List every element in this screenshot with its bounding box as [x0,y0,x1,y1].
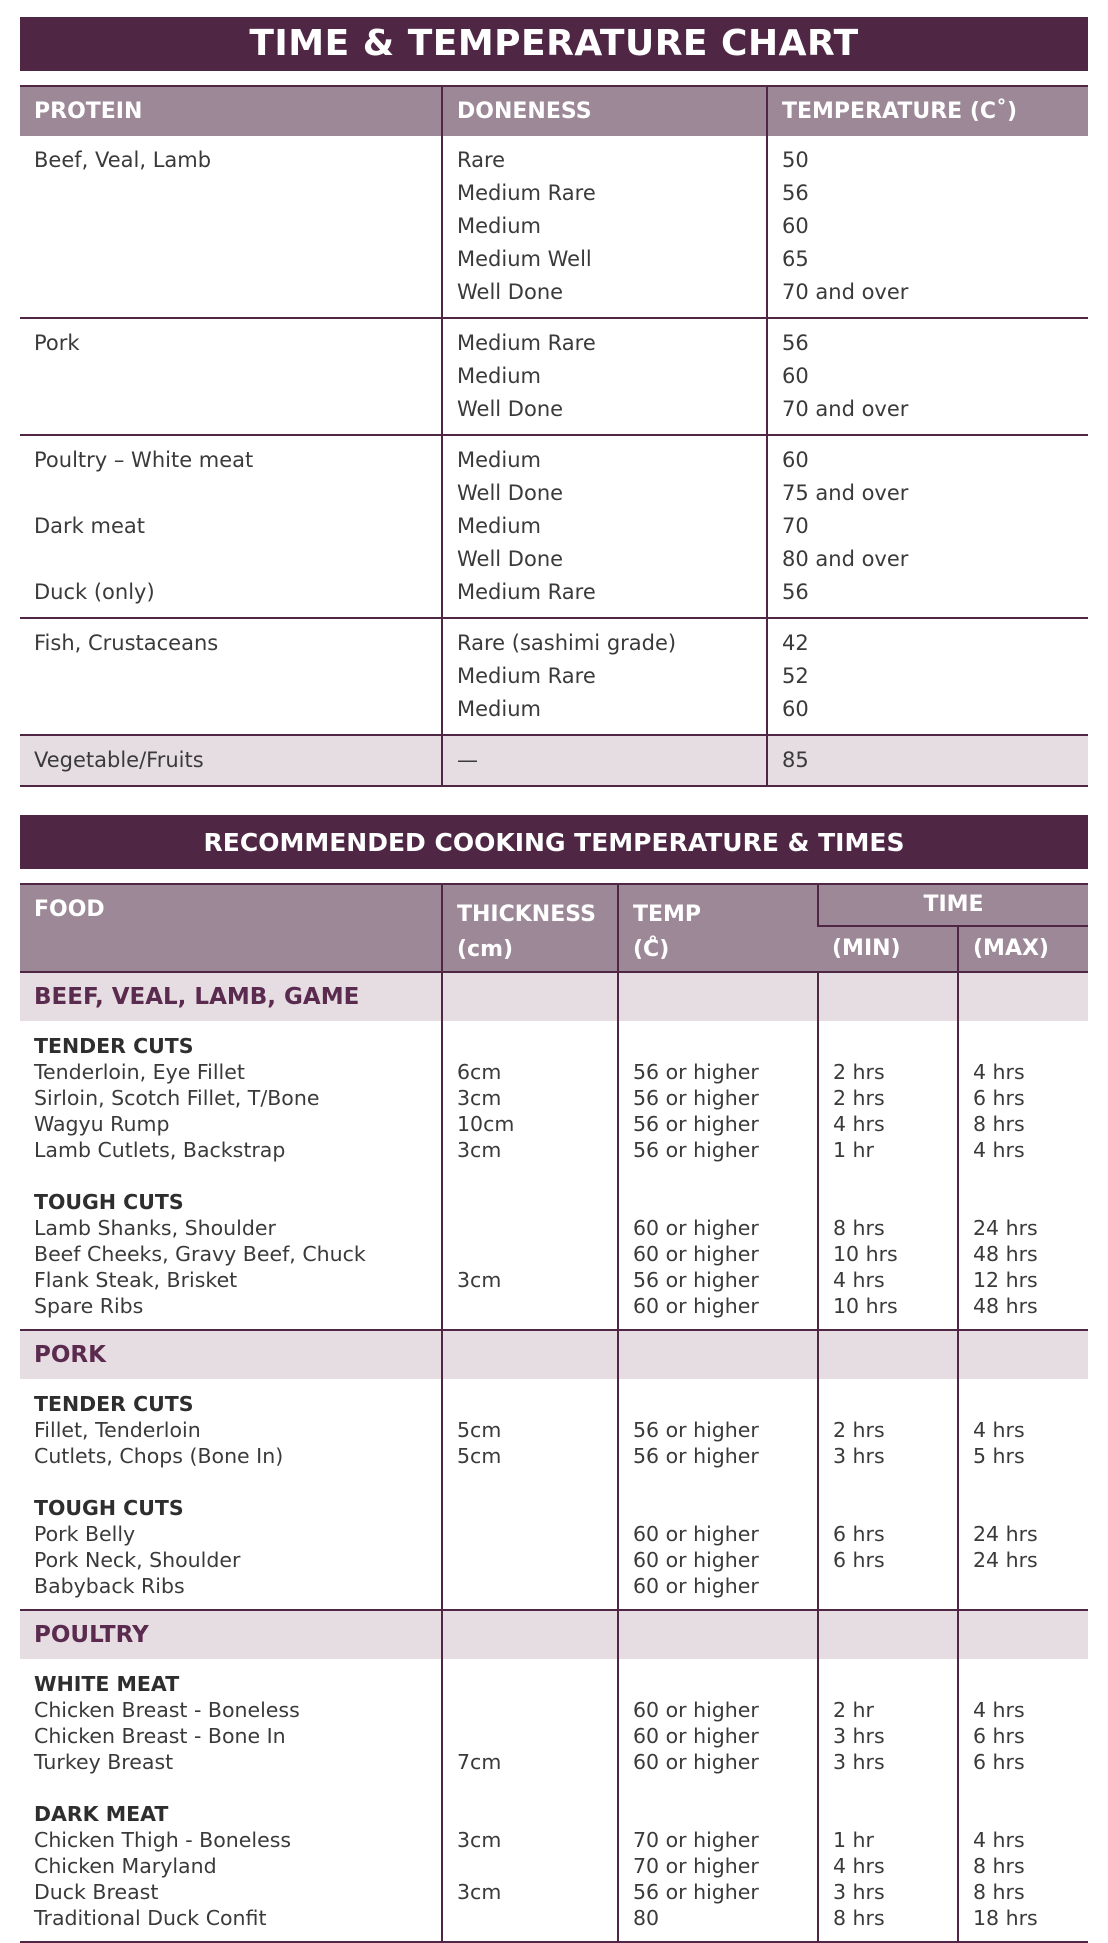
time-min-value-cell [818,1659,958,1942]
header-thickness [442,884,618,972]
category-spacer [633,1495,817,1521]
protein-name-cell [20,735,442,786]
time-min-value: 10 hrs [833,1294,898,1318]
doneness-value: Medium [457,697,541,721]
protein-name-cell [20,435,442,618]
category-spacer [833,1033,957,1059]
temp-value: 56 or higher [633,1112,759,1136]
protein-name [34,177,441,210]
time-max-value-cell [958,1659,1088,1942]
temperature-value: 85 [782,748,809,772]
temperature-value: 70 [782,514,809,538]
section-body-row [20,1379,1088,1610]
cooking-times-body [20,972,1088,1942]
protein-name-cell [20,136,442,318]
category-label: DARK MEAT [34,1802,169,1826]
time-max-value: 24 hrs [973,1216,1038,1240]
doneness-value: Medium Rare [457,580,596,604]
protein-group-row [20,136,1088,318]
temperature-value-cell [767,136,1088,318]
food-item: Chicken Breast - Bone In [34,1724,286,1748]
header-food [20,884,442,972]
temp-value: 60 or higher [633,1574,759,1598]
temperature-value: 60 [782,364,809,388]
section-empty-cell [442,1330,618,1379]
time-min-value: 3 hrs [833,1880,885,1904]
section-name: PORK [34,1342,106,1368]
thickness-value [457,1853,617,1879]
food-item: Pork Belly [34,1522,136,1546]
temperature-value: 56 [782,580,809,604]
section-empty-cell [618,1610,818,1659]
time-max-value: 4 hrs [973,1060,1025,1084]
header-protein: PROTEIN [20,86,442,136]
temperature-value: 70 and over [782,280,909,304]
category-spacer [633,1033,817,1059]
thickness-value: 7cm [457,1750,502,1774]
group-spacer [457,1163,617,1189]
time-max-value: 6 hrs [973,1086,1025,1110]
temperature-value: 56 [782,181,809,205]
time-max-value: 8 hrs [973,1880,1025,1904]
category-spacer [633,1801,817,1827]
header-time-max: (MAX) [958,926,1088,972]
time-min-value: 6 hrs [833,1548,885,1572]
protein-group-row [20,618,1088,735]
temperature-value: 80 and over [782,547,909,571]
temp-value: 60 or higher [633,1698,759,1722]
category-label: TOUGH CUTS [34,1496,184,1520]
time-min-value: 1 hr [833,1138,874,1162]
time-max-value: 24 hrs [973,1522,1038,1546]
time-max-value-cell [958,1021,1088,1330]
food-item: Traditional Duck Confit [34,1906,267,1930]
time-min-value: 2 hr [833,1698,874,1722]
thickness-value-cell [442,1659,618,1942]
header-time: TIME [818,884,1088,926]
category-spacer [833,1189,957,1215]
chart2-title: RECOMMENDED COOKING TEMPERATURE & TIMES [20,815,1088,869]
category-spacer [833,1671,957,1697]
food-item: Spare Ribs [34,1294,144,1318]
protein-name: Duck (only) [34,580,155,604]
time-min-value: 1 hr [833,1828,874,1852]
time-min-value: 8 hrs [833,1906,885,1930]
time-max-value: 6 hrs [973,1750,1025,1774]
doneness-value: Rare [457,148,506,172]
category-spacer [457,1671,617,1697]
section-name-cell [20,1330,442,1379]
protein-group-row [20,735,1088,786]
category-label: WHITE MEAT [34,1672,180,1696]
category-spacer [833,1801,957,1827]
temp-value: 60 or higher [633,1216,759,1240]
section-name-cell [20,1610,442,1659]
doneness-value: Medium [457,448,541,472]
header-time-min: (MIN) [818,926,958,972]
protein-name [34,393,441,426]
temperature-value: 56 [782,331,809,355]
food-item: Beef Cheeks, Gravy Beef, Chuck [34,1242,366,1266]
time-min-value-cell [818,1379,958,1610]
section-empty-cell [442,1610,618,1659]
group-spacer [973,1775,1088,1801]
doneness-value: Medium Rare [457,331,596,355]
group-spacer [833,1775,957,1801]
time-min-value: 2 hrs [833,1418,885,1442]
header-temperature: TEMPERATURE (C˚) [767,86,1088,136]
time-max-value [973,1573,1088,1599]
section-body-row [20,1021,1088,1330]
group-spacer [973,1163,1088,1189]
temp-value: 70 or higher [633,1828,759,1852]
temp-value: 80 [633,1906,660,1930]
time-min-value-cell [818,1021,958,1330]
doneness-value: Well Done [457,481,564,505]
category-spacer [633,1671,817,1697]
group-spacer [973,1469,1088,1495]
temp-value: 60 or higher [633,1548,759,1572]
protein-name [34,660,441,693]
temp-value: 56 or higher [633,1060,759,1084]
thickness-value: 5cm [457,1444,502,1468]
temperature-value: 70 and over [782,397,909,421]
category-spacer [973,1671,1088,1697]
doneness-value-cell [442,435,767,618]
header-thickness-label: THICKNESS [457,902,596,927]
temp-value: 60 or higher [633,1242,759,1266]
section-name-cell [20,972,442,1021]
time-min-value: 2 hrs [833,1086,885,1110]
temp-value-cell [618,1659,818,1942]
food-item: Lamb Shanks, Shoulder [34,1216,276,1240]
category-spacer [457,1033,617,1059]
section-empty-cell [618,972,818,1021]
temp-value: 56 or higher [633,1444,759,1468]
section-empty-cell [818,972,958,1021]
group-spacer [633,1469,817,1495]
header-temp-label: TEMP [633,902,702,927]
group-spacer [633,1163,817,1189]
category-spacer [973,1189,1088,1215]
temperature-value: 60 [782,697,809,721]
protein-name: Beef, Veal, Lamb [34,148,212,172]
food-item: Duck Breast [34,1880,159,1904]
category-spacer [457,1801,617,1827]
category-spacer [833,1495,957,1521]
group-spacer [633,1775,817,1801]
category-spacer [833,1391,957,1417]
thickness-value [457,1215,617,1241]
doneness-value-cell [442,318,767,435]
temp-value: 56 or higher [633,1268,759,1292]
doneness-value: Medium Rare [457,181,596,205]
group-spacer [833,1469,957,1495]
category-label: TENDER CUTS [34,1392,194,1416]
doneness-value: Rare (sashimi grade) [457,631,677,655]
time-max-value: 24 hrs [973,1548,1038,1572]
group-spacer [34,1775,441,1801]
category-spacer [457,1495,617,1521]
time-max-value: 48 hrs [973,1242,1038,1266]
category-spacer [633,1391,817,1417]
temperature-value-cell [767,735,1088,786]
thickness-value [457,1723,617,1749]
category-spacer [633,1189,817,1215]
protein-group-row [20,318,1088,435]
doneness-value: Medium [457,214,541,238]
time-max-value: 5 hrs [973,1444,1025,1468]
food-item: Chicken Breast - Boneless [34,1698,300,1722]
time-min-value: 3 hrs [833,1444,885,1468]
thickness-value [457,1293,617,1319]
cooking-times-table [20,883,1088,1943]
section-row [20,1610,1088,1659]
doneness-value: Medium Rare [457,664,596,688]
section-empty-cell [442,972,618,1021]
time-temperature-table [20,85,1088,787]
doneness-value: — [457,748,478,772]
protein-name [34,243,441,276]
food-item: Sirloin, Scotch Fillet, T/Bone [34,1086,320,1110]
protein-name-cell [20,318,442,435]
protein-name [34,477,441,510]
thickness-value: 5cm [457,1418,502,1442]
temp-value: 56 or higher [633,1086,759,1110]
header-food-label: FOOD [34,897,105,922]
food-item: Chicken Thigh - Boneless [34,1828,292,1852]
chart1-title: TIME & TEMPERATURE CHART [20,17,1088,71]
protein-name: Fish, Crustaceans [34,631,219,655]
temp-value: 56 or higher [633,1138,759,1162]
doneness-value: Medium [457,514,541,538]
protein-name [34,360,441,393]
time-max-value: 4 hrs [973,1698,1025,1722]
food-item: Chicken Maryland [34,1854,217,1878]
food-item: Pork Neck, Shoulder [34,1548,241,1572]
temperature-value-cell [767,435,1088,618]
protein-name [34,693,441,726]
temperature-value: 42 [782,631,809,655]
section-empty-cell [618,1330,818,1379]
temp-value: 60 or higher [633,1724,759,1748]
temp-value: 60 or higher [633,1522,759,1546]
header-doneness: DONENESS [442,86,767,136]
thickness-value: 3cm [457,1138,502,1162]
thickness-value: 3cm [457,1828,502,1852]
thickness-value [457,1521,617,1547]
time-max-value: 4 hrs [973,1418,1025,1442]
page [20,17,1088,1943]
thickness-value [457,1573,617,1599]
food-item-cell [20,1021,442,1330]
group-spacer [34,1163,441,1189]
category-label: TOUGH CUTS [34,1190,184,1214]
doneness-value: Medium Well [457,247,592,271]
time-min-value: 4 hrs [833,1112,885,1136]
temp-value: 56 or higher [633,1418,759,1442]
section-name: BEEF, VEAL, LAMB, GAME [34,984,360,1010]
thickness-value: 10cm [457,1112,515,1136]
time-max-value: 4 hrs [973,1828,1025,1852]
protein-name [34,543,441,576]
temperature-value: 75 and over [782,481,909,505]
food-item: Lamb Cutlets, Backstrap [34,1138,286,1162]
section-empty-cell [958,1330,1088,1379]
doneness-value-cell [442,136,767,318]
time-max-value: 8 hrs [973,1854,1025,1878]
thickness-value: 6cm [457,1060,502,1084]
time-min-value: 3 hrs [833,1750,885,1774]
section-body-row [20,1659,1088,1942]
temp-value: 56 or higher [633,1880,759,1904]
group-spacer [457,1469,617,1495]
section-row [20,972,1088,1021]
time-temperature-body [20,136,1088,786]
temperature-value: 52 [782,664,809,688]
temperature-value: 60 [782,214,809,238]
thickness-value [457,1697,617,1723]
protein-name: Dark meat [34,514,145,538]
category-spacer [973,1801,1088,1827]
category-label: TENDER CUTS [34,1034,194,1058]
food-item: Tenderloin, Eye Fillet [34,1060,245,1084]
temperature-value: 65 [782,247,809,271]
section-empty-cell [958,1610,1088,1659]
temp-value-cell [618,1379,818,1610]
time-max-value: 8 hrs [973,1112,1025,1136]
protein-name: Vegetable/Fruits [34,748,204,772]
temperature-value-cell [767,618,1088,735]
doneness-value: Well Done [457,397,564,421]
protein-name [34,276,441,309]
category-spacer [973,1033,1088,1059]
time-max-value: 12 hrs [973,1268,1038,1292]
time-max-value: 6 hrs [973,1724,1025,1748]
protein-name: Poultry – White meat [34,448,254,472]
time-min-value: 10 hrs [833,1242,898,1266]
food-item: Fillet, Tenderloin [34,1418,201,1442]
header-thickness-unit: (cm) [457,937,514,962]
time-max-value: 18 hrs [973,1906,1038,1930]
temp-value: 60 or higher [633,1294,759,1318]
category-spacer [457,1391,617,1417]
temperature-value: 50 [782,148,809,172]
food-item: Wagyu Rump [34,1112,170,1136]
section-row [20,1330,1088,1379]
section-empty-cell [958,972,1088,1021]
thickness-value: 3cm [457,1880,502,1904]
doneness-value-cell [442,618,767,735]
thickness-value-cell [442,1379,618,1610]
time-max-value-cell [958,1379,1088,1610]
section-empty-cell [818,1330,958,1379]
group-spacer [34,1469,441,1495]
food-item-cell [20,1379,442,1610]
thickness-value [457,1547,617,1573]
temp-value: 60 or higher [633,1750,759,1774]
food-item: Turkey Breast [34,1750,174,1774]
time-min-value: 8 hrs [833,1216,885,1240]
temp-value-cell [618,1021,818,1330]
category-spacer [973,1495,1088,1521]
thickness-value [457,1241,617,1267]
time-min-value: 4 hrs [833,1268,885,1292]
header-temp-unit: (C̊) [633,937,670,962]
doneness-value-cell [442,735,767,786]
header-temp [618,884,818,972]
temperature-value: 60 [782,448,809,472]
category-spacer [973,1391,1088,1417]
protein-name [34,210,441,243]
category-spacer [457,1189,617,1215]
thickness-value-cell [442,1021,618,1330]
protein-name-cell [20,618,442,735]
time-max-value: 48 hrs [973,1294,1038,1318]
section-name: POULTRY [34,1622,149,1648]
protein-group-row [20,435,1088,618]
time-min-value: 3 hrs [833,1724,885,1748]
doneness-value: Well Done [457,547,564,571]
food-item: Cutlets, Chops (Bone In) [34,1444,284,1468]
time-max-value: 4 hrs [973,1138,1025,1162]
thickness-value [457,1905,617,1931]
temp-value: 70 or higher [633,1854,759,1878]
time-min-value: 6 hrs [833,1522,885,1546]
time-min-value: 2 hrs [833,1060,885,1084]
group-spacer [833,1163,957,1189]
section-empty-cell [818,1610,958,1659]
time-min-value: 4 hrs [833,1854,885,1878]
protein-name: Pork [34,331,80,355]
temperature-value-cell [767,318,1088,435]
food-item-cell [20,1659,442,1942]
time-min-value [833,1573,957,1599]
food-item: Flank Steak, Brisket [34,1268,238,1292]
doneness-value: Well Done [457,280,564,304]
food-item: Babyback Ribs [34,1574,185,1598]
group-spacer [457,1775,617,1801]
thickness-value: 3cm [457,1086,502,1110]
thickness-value: 3cm [457,1268,502,1292]
doneness-value: Medium [457,364,541,388]
